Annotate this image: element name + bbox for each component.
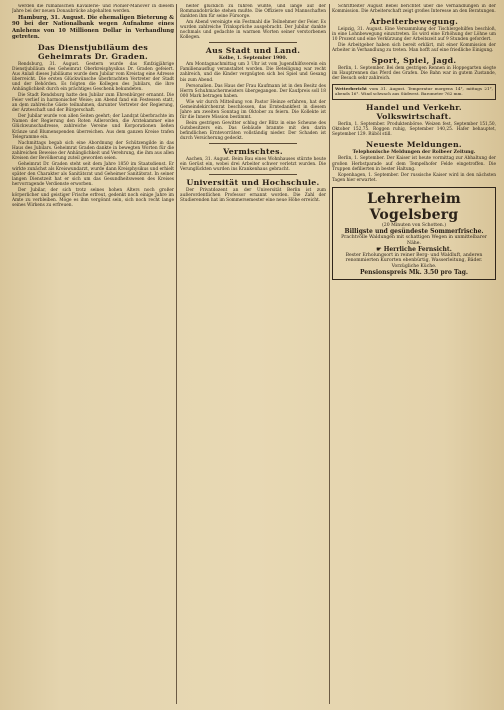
column2-paragraph: Am Montagnachmittag um 3 Uhr ist vom Jugendhilfsverein ein Familienausflug veranstaltet worden. Die Beteiligung war recht zahlreich, und die Kinder vergnügten sich bei Spiel und Gesang bis zum Abend.	[180, 62, 326, 83]
column3-paragraph: Berlin, 1. September. Produktenbörse. Weizen fest, September 151,50, Oktober 152,75. Roggen ruhig, September 140,25. Hafer behauptet, September 129. Rüböl still.	[332, 122, 496, 138]
column-2	[180, 4, 326, 704]
weather-box	[332, 84, 496, 100]
ad-line: Billigste und gesündeste Sommerfrische.	[344, 228, 484, 236]
column1-paragraph: Geheimrat Dr. Graden steht seit dem Jahre 1850 im Staatsdienst. Er wirkte zunächst als Kreiswundarzt, wurde dann Kreisphysikus und erhielt später den Charakter als Sanitätsrat und Geheimer Sanitätsrat. In seiner langen Dienstzeit hat er sich um das Gesundheitswesen des Kreises hervorragende Verdienste erworben.	[12, 161, 174, 187]
separator-line	[209, 42, 297, 43]
column2-paragraph: Wie wir durch Mitteilung von Pastor Heinze erfahren, hat der Gemeindekirchenrat beschlossen, das Erntedankfest in diesem Jahre am zweiten Sonntag im Oktober zu feiern. Die Kollekte ist für die Innere Mission bestimmt.	[180, 99, 326, 120]
section-title-labor: Arbeiterbewegung.	[369, 17, 459, 27]
column1-lead: Hamburg, 31. August. Die ehemaligen Bieterung & 90 bei der Nationalbank wegen Aufnahme eines Anlehens von 10 Millionen Dollar in Verhandlung getreten.	[12, 15, 174, 40]
column2-paragraph: Aachen, 31. August. Beim Bau eines Wohnhauses stürzte heute ein Gerüst ein, wobei drei Arbeiter schwer verletzt wurden. Die Verunglückten wurden ins Krankenhaus gebracht.	[180, 157, 326, 173]
pointing-hand-icon: ☛	[376, 245, 382, 253]
ad-line: Prachtvolle Waldungen mit schattigen Wegen in unmittelbarer Nähe.	[341, 235, 487, 246]
advertisement-lehrerheim	[332, 187, 496, 280]
latest-news-subtitle: Telephonische Meldungen der Rolbeer Zeitung.	[352, 150, 476, 156]
ad-subtitle: (20 Minuten von Schotten.)	[381, 222, 447, 228]
ad-highlight	[336, 246, 492, 253]
separator-line	[209, 143, 297, 144]
column2-paragraph: Am Abend vereinigte ein Festmahl die Teilnehmer der Feier. Es wurden zahlreiche Trinksprüche ausgebracht. Der Jubilar dankte nochmals und gedachte in warmen Worten seiner verstorbenen Kollegen.	[180, 20, 326, 41]
column3-paragraph: Berlin, 1. September. Bei dem gestrigen Rennen in Hoppegarten siegte im Hauptrennen das Pferd des Grafen. Die Bahn war in gutem Zustande, der Besuch sehr zahlreich.	[332, 66, 496, 82]
ad-price: Pensionspreis Mk. 3.50 pro Tag.	[359, 269, 469, 277]
column2-paragraph: Personalien. Das Haus der Frau Kaufmann ist in den Besitz des Herrn Schuhmachermeisters übergegangen. Der Kaufpreis soll 18 000 Mark betragen haben.	[180, 83, 326, 99]
column3-intro: Schriftleiter August Bebel berichtet über die Verhandlungen in der Kommission. Die Arbeiterschaft zeigt großes Interesse an den Beratungen.	[332, 4, 496, 15]
column1-paragraph: Der Jubilar, der sich trotz seines hohen Alters noch großer körperlicher und geistiger Frische erfreut, gedenkt noch einige Jahre im Amte zu verbleiben. Möge es ihm vergönnt sein, sich noch recht lange seines Wirkens zu erfreuen.	[12, 188, 174, 209]
column-3	[332, 4, 496, 704]
section-title-jubilee: Das Dienstjubiläum des Geheimrats Dr. Graden.	[37, 42, 149, 61]
weather-title: Wetterbericht	[335, 86, 367, 92]
column1-paragraph: Der Jubilar wurde von allen Seiten geehrt; der Landrat überbrachte im Namen der Regierung den Roten Adlerorden, die Ärztekammer eine Glückwunschadresse, zahlreiche Vereine und Korporationen ließen Kränze und Blumenspenden überreichen. Aus dem ganzen Kreise trafen Telegramme ein.	[12, 114, 174, 140]
weather-text: vom 31. August. Temperatur morgens 14°, mittags 21°, abends 16°. Wind schwach aus Südwest. Barometer 762 mm.	[335, 86, 493, 97]
column-divider	[176, 4, 177, 704]
column2-intro: heiter glücklich zu führen wußte, und lange auf der Rommandobrücke stehen mußte. Die Offiziere und Mannschaften dankten ihm für seine Fürsorge.	[180, 4, 326, 20]
column3-paragraph: Die Arbeitgeber haben sich bereit erklärt, mit einer Kommission der Arbeiter in Verhandlung zu treten. Man hofft auf eine friedliche Einigung.	[332, 43, 496, 54]
dateline: Kolbe, 1. September 1900.	[218, 56, 288, 62]
column1-paragraph: Die Stadt Rendsburg hatte den Jubilar zum Ehrenbürger ernannt. Die Feier verlief in harmonischer Weise; am Abend fand ein Festessen statt, an dem zahlreiche Gäste teilnahmen, darunter Vertreter der Regierung, der Ärzteschaft und der Bürgerschaft.	[12, 93, 174, 114]
column2-paragraph: Beim gestrigen Gewitter schlug der Blitz in eine Scheune des Gutsbesitzers ein. Das Gebäude brannte mit den darin befindlichen Erntevorräten vollständig nieder. Der Schaden ist durch Versicherung gedeckt.	[180, 120, 326, 142]
section-title-commerce: Handel und Verkehr. Volkswirtschaft.	[366, 103, 462, 122]
ad-title: Lehrerheim Vogelsberg	[367, 190, 461, 223]
section-title-sport: Sport, Spiel, Jagd.	[371, 56, 457, 66]
section-title-miscellaneous: Vermischtes.	[223, 147, 283, 157]
section-title-local-news: Aus Stadt und Land.	[205, 46, 301, 56]
column1-intro: werden die rumänischen Kavallerie- und Pionier-Manöver in diesem Jahre bei der neuen Donaubrücke abgehalten werden.	[12, 4, 174, 15]
column3-paragraph: Leipzig, 31. August. Eine Versammlung der Tischlergehilfen beschloß, in eine Lohnbewegung einzutreten. Es wird eine Erhöhung der Löhne um 10 Prozent und eine Verkürzung der Arbeitszeit auf 9 Stunden gefordert.	[332, 27, 496, 43]
column1-paragraph: Nachmittags begab sich eine Abordnung der Schützengilde in das Haus des Jubilars. Geheimrat Graden dankte in bewegten Worten für die zahlreichen Beweise der Anhänglichkeit und Verehrung, die ihm aus allen Kreisen der Bevölkerung zuteil geworden seien.	[12, 140, 174, 161]
separator-line	[209, 174, 297, 175]
column1-paragraph: Rendsburg, 31. August. Gestern wurde das fünfzigjährige Dienstjubiläum des Geheimrat Oberkreisphysikus Dr. Graden gefeiert. Aus Anlaß dieses Jubiläums wurde dem Jubilar vom Kreistag eine Adresse überreicht. Die ersten Glückwünsche überbrachten Vertreter der Stadt und der Behörden. Es folgten die Kollegen des Jubilars, die ihre Anhänglichkeit durch ein prächtiges Geschenk bekundeten.	[12, 61, 174, 93]
column-1	[12, 4, 174, 704]
column2-paragraph: Der Privatdozent an der Universität Berlin ist zum außerordentlichen Professor ernannt worden. Die Zahl der Studierenden hat im Sommersemester eine neue Höhe erreicht.	[180, 188, 326, 204]
section-title-university: Universität und Hochschule.	[186, 178, 320, 188]
section-title-latest-news: Neueste Meldungen.	[366, 140, 462, 150]
ad-line: Vorzügliche Küche.	[391, 263, 437, 269]
ad-highlight-text: Herrliche Fernsicht.	[383, 245, 452, 253]
column-divider	[329, 4, 330, 704]
column3-paragraph: Kopenhagen, 1. September. Der russische Kaiser wird in den nächsten Tagen hier erwartet.	[332, 172, 496, 183]
column3-paragraph: Berlin, 1. September. Der Kaiser ist heute vormittag zur Abhaltung der großen Herbstparade auf dem Tempelhofer Felde eingetroffen. Die Truppen defilierten in bester Haltung.	[332, 156, 496, 172]
ad-line: Bester Erholungsort in reiner Berg- und Waldluft, anderen renommierten Kurorten ebenbürtig, Wasserleitung, Bäder.	[345, 252, 483, 264]
